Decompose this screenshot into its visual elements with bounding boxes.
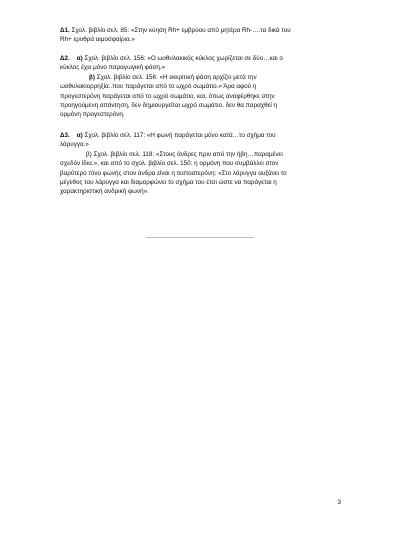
answer-d2a-text-cont: κύκλος έχει μόνο παραγωγική φάση.» (60, 64, 166, 72)
answer-d3b-text-cont: βαρύτερο τόνο φωνής στον άνδρα είναι η τεστοστερόνη: «Στο λάρυγγα αυξάνει το (60, 169, 287, 177)
answer-d2b-text-cont: ορμόνη προγεστερόνη. (60, 111, 125, 119)
answer-d2b-text: Σχολ. βιβλίο σελ. 156: «Η εκκριτική φάση αρχίζει μετά την (96, 73, 257, 81)
answer-d2 (60, 54, 345, 120)
answer-d2-label: Δ2. (60, 55, 70, 62)
answer-d3b-text-cont: σχεδόν ίδια.», και από το σχολ. βιβλίο σελ. 150: η ορμόνη που συμβάλλει στον (60, 160, 279, 168)
answer-d3a-label: α) (76, 132, 83, 139)
answer-d1-label: Δ1. (60, 27, 70, 34)
answer-d3b-line (60, 150, 345, 159)
answer-d3a-line (60, 131, 345, 140)
answer-d3b-label: β) (86, 150, 92, 158)
answer-d1-line (60, 26, 345, 35)
answer-d2b-text-cont: ωοθυλακιορρηξία..που παράγεται από το ωχρό σωμάτιο.» Άρα αφού η (60, 83, 257, 91)
answer-d2a-label: α) (76, 55, 83, 62)
answer-d1-text-cont: Rh+ ερυθρά αιμοσφαίρια.» (60, 36, 135, 44)
separator-line (146, 237, 254, 238)
answer-d2a-line (60, 54, 345, 63)
answer-d3a-text-cont: λάρυγγα.» (60, 141, 89, 149)
answer-d3a-text: Σχολ. βιβλίο σελ. 117: «Η φωνή παράγεται μόνο κατά…το σχήμα του (84, 132, 276, 139)
answer-d1-text: Σχολ. βιβλίο σελ. 85: «Στην κύηση Rh+ εμβρύου από μητέρα Rh-….τα δικά του (71, 27, 291, 34)
page-number: 3 (337, 499, 341, 506)
answer-d3b-text-cont: μέγεθος του λάρυγγα και διαμορφώνει το σχήμα του έτσι ώστε να παράγεται η (60, 179, 277, 187)
answer-d3b-text-cont: χαρακτηριστική ανδρική φωνή». (60, 188, 149, 196)
answer-d2b-line (60, 73, 345, 82)
answer-d2a-text: Σχολ. βιβλίο σελ. 156: «Ο ωοθυλακικός κύκλος χωρίζεται σε δύο…και ο (84, 55, 283, 62)
answer-d2b-text-cont: προγεστερόνη παράγεται από το ωχρό σωμάτιο, και, όπως αναφέρθηκε στην (60, 92, 275, 100)
answer-d1 (60, 26, 345, 45)
answer-d3 (60, 131, 345, 197)
answer-d3b-text: Σχολ. βιβλίο σελ. 118: «Στους άνδρες πριν από την ήβη…παραμένει (93, 150, 283, 158)
answer-d2b-text-cont: προηγούμενη απάντηση, δεν δημιουργείται ωχρό σωμάτιο, δεν θα παραχθεί η (60, 102, 278, 110)
answer-d3-label: Δ3. (60, 132, 70, 139)
answer-d2b-label: β) (89, 73, 95, 81)
